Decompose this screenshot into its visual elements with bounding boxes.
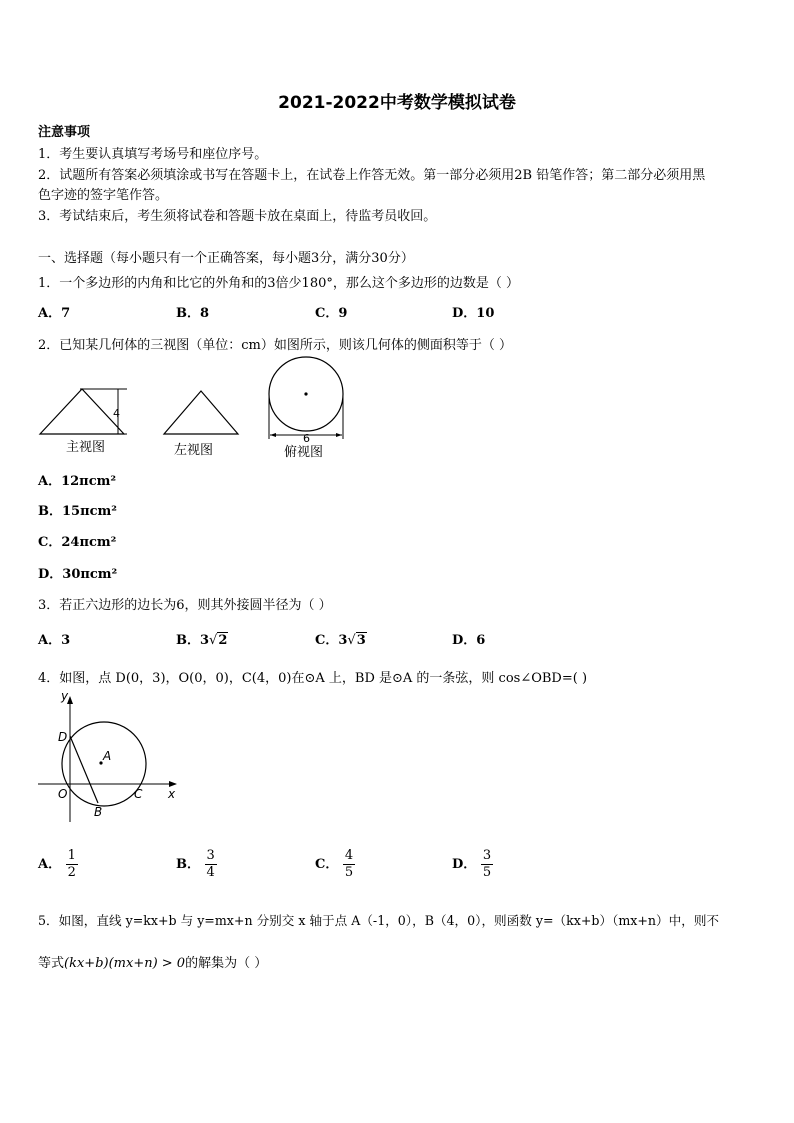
notice-item: 1．考生要认真填写考场号和座位序号。 bbox=[38, 147, 268, 162]
circle-figure bbox=[34, 692, 184, 822]
question-3-stem: 3．若正六边形的边长为6，则其外接圆半径为（ ） bbox=[38, 598, 332, 613]
q4-option-d-numerator: 3 bbox=[482, 848, 492, 863]
q3-option-c: C．3√3 bbox=[315, 633, 366, 648]
q2-option-a: A．12πcm² bbox=[38, 474, 117, 489]
q1-option-a: A．7 bbox=[38, 306, 71, 321]
q3-option-c-radicand: 3 bbox=[356, 633, 366, 648]
q4-option-d-label: D． bbox=[452, 857, 477, 872]
y-axis-label: y bbox=[61, 692, 69, 703]
q4-option-a-numerator: 1 bbox=[67, 848, 76, 863]
width-label: 6 bbox=[303, 432, 310, 445]
point-d-label: D bbox=[58, 730, 68, 744]
point-b-label: B bbox=[94, 805, 103, 819]
notice-item: 3．考试结束后，考生须将试卷和答题卡放在桌面上，待监考员收回。 bbox=[38, 209, 437, 224]
top-view-label: 俯视图 bbox=[284, 445, 324, 460]
q5-inequality: (kx+b)(mx+n) > 0 bbox=[64, 956, 186, 971]
notice-heading: 注意事项 bbox=[38, 125, 91, 140]
q4-option-d bbox=[452, 848, 493, 881]
front-view-label: 主视图 bbox=[66, 440, 106, 455]
point-a-label: A bbox=[103, 749, 112, 763]
question-5-stem-line2 bbox=[38, 952, 267, 971]
three-view-figure bbox=[30, 355, 360, 465]
q4-option-d-denominator: 5 bbox=[482, 865, 492, 880]
side-view bbox=[164, 391, 238, 458]
q4-option-b-denominator: 4 bbox=[206, 865, 215, 880]
top-view bbox=[269, 357, 343, 460]
q3-option-b-label: B．3 bbox=[176, 633, 210, 648]
q3-option-d: D．6 bbox=[452, 633, 486, 648]
q1-option-d: D．10 bbox=[452, 306, 495, 321]
q1-option-b: B．8 bbox=[176, 306, 210, 321]
q2-option-b: B．15πcm² bbox=[38, 504, 117, 519]
q4-option-a-denominator: 2 bbox=[67, 865, 76, 880]
q4-option-c-label: C． bbox=[315, 857, 339, 872]
q5-prefix: 等式 bbox=[38, 956, 65, 971]
question-2-stem: 2．已知某几何体的三视图（单位：cm）如图所示，则该几何体的侧面积等于（ ） bbox=[38, 338, 513, 353]
section-heading: 一、选择题（每小题只有一个正确答案，每小题3分，满分30分） bbox=[38, 251, 414, 266]
q3-option-c-label: C．3 bbox=[315, 633, 348, 648]
x-axis-label: x bbox=[168, 787, 176, 801]
q4-option-a-label: A． bbox=[38, 857, 62, 872]
notice-item: 2．试题所有答案必须填涂或书写在答题卡上，在试卷上作答无效。第一部分必须用2B 铅笔作答；第二部分必须用黑 bbox=[38, 168, 706, 183]
q3-option-b-radicand: 2 bbox=[218, 633, 228, 648]
page-title: 2021-2022中考数学模拟试卷 bbox=[278, 93, 516, 113]
q4-option-b-label: B． bbox=[176, 857, 200, 872]
height-label: 4 bbox=[113, 407, 120, 420]
q4-option-c-denominator: 5 bbox=[344, 865, 354, 880]
point-o-label: O bbox=[58, 787, 68, 801]
question-1-stem: 1．一个多边形的内角和比它的外角和的3倍少180°，那么这个多边形的边数是（ ） bbox=[38, 276, 519, 291]
question-5-stem-line1: 5．如图，直线 y=kx+b 与 y=mx+n 分别交 x 轴于点 A（-1，0），B（4，0），则函数 y=（kx+b）（mx+n）中，则不 bbox=[38, 913, 720, 928]
front-view bbox=[40, 389, 127, 455]
q3-option-b: B．3√2 bbox=[176, 633, 228, 648]
question-4-stem: 4．如图，点 D(0，3)，O(0，0)，C(4，0)在⊙A 上，BD 是⊙A 的一条弦，则 cos∠OBD=( ) bbox=[38, 671, 588, 686]
q4-option-b-numerator: 3 bbox=[206, 848, 215, 863]
q5-suffix: 的解集为（ ） bbox=[185, 956, 268, 971]
notice-item: 色字迹的签字笔作答。 bbox=[38, 188, 169, 203]
q2-option-d: D．30πcm² bbox=[38, 567, 118, 582]
q3-option-a: A．3 bbox=[38, 633, 71, 648]
q2-option-c: C．24πcm² bbox=[38, 535, 117, 550]
side-view-label: 左视图 bbox=[174, 443, 214, 458]
q1-option-c: C．9 bbox=[315, 306, 348, 321]
point-c-label: C bbox=[134, 787, 143, 801]
q4-option-b bbox=[176, 848, 217, 881]
q4-option-c bbox=[315, 848, 355, 881]
q4-option-a bbox=[38, 848, 78, 881]
q4-option-c-numerator: 4 bbox=[344, 848, 354, 863]
